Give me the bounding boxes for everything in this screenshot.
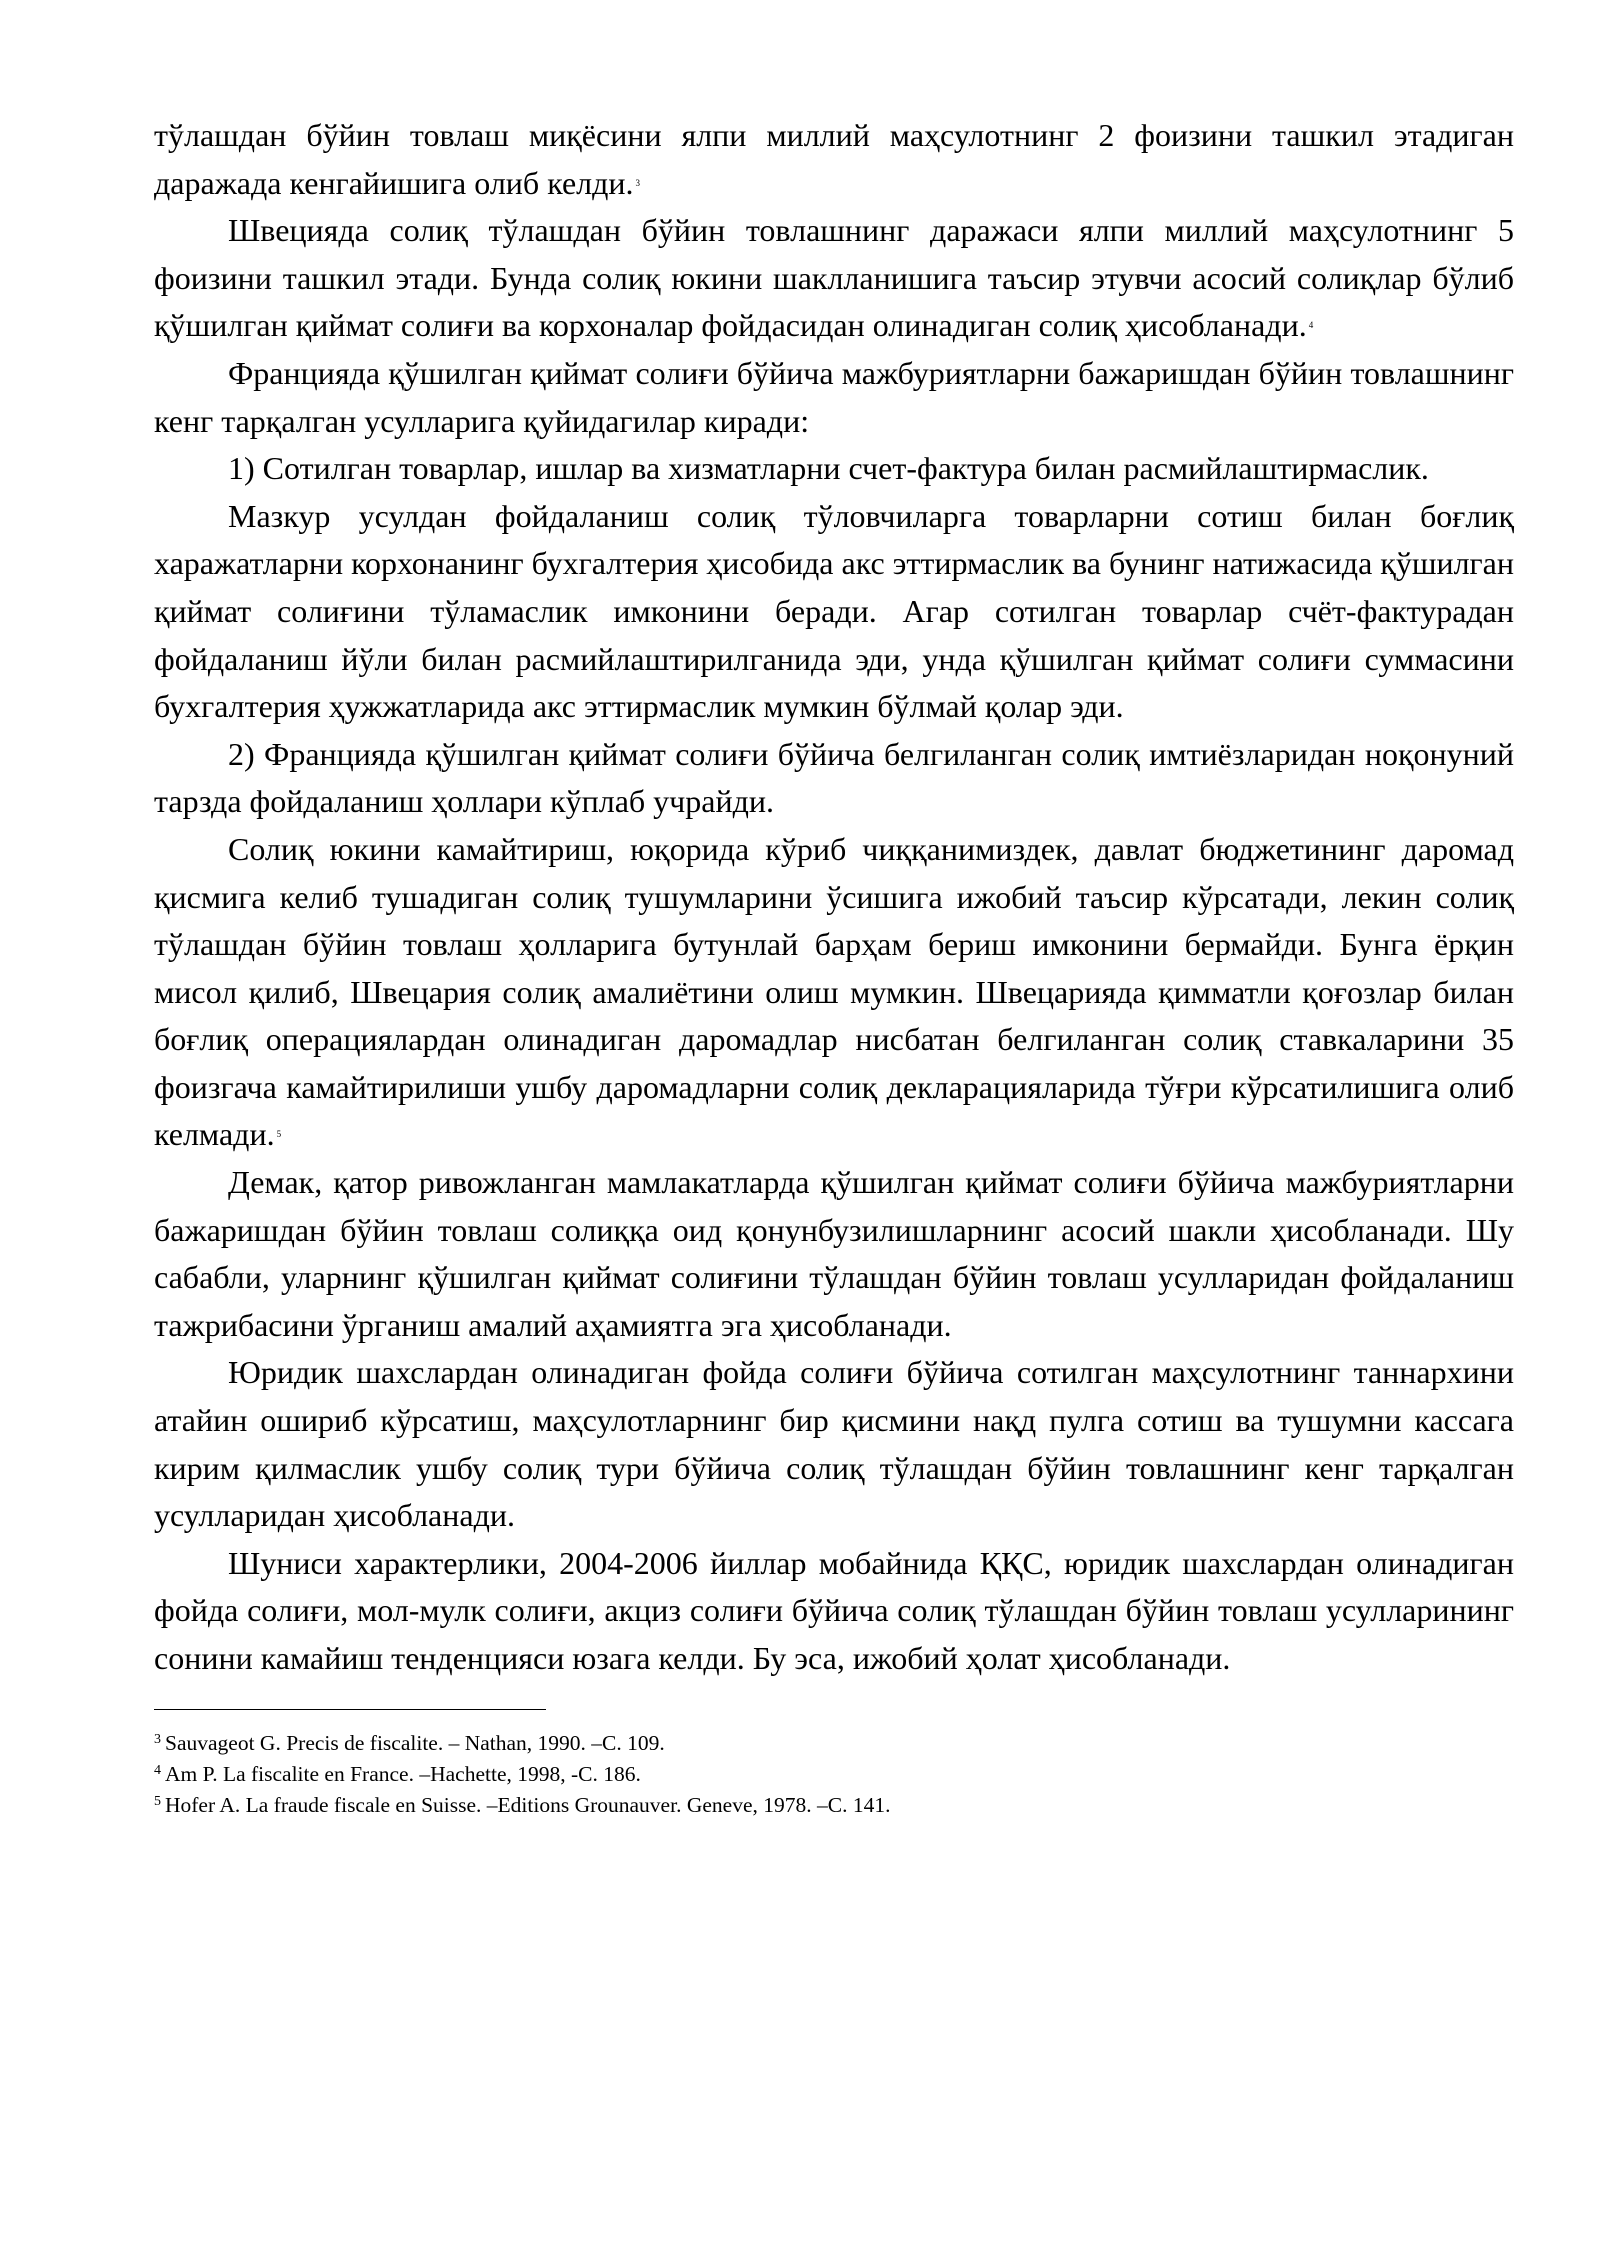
paragraph-4-text: 1) Сотилган товарлар, ишлар ва хизматларни счет-фактура билан расмийлаштирмаслик. (228, 450, 1429, 487)
paragraph-8-text: Демак, қатор ривожланган мамлакатларда қўшилган қиймат солиғи бўйича мажбуриятларни бажаришдан бўйин товлаш солиққа оид қонунбузилишларнинг асосий шакли ҳисобланади. Шу сабабли, уларнинг қўшилган қиймат солиғини тўлашдан бўйин товлаш усулларидан фойдаланиш тажрибасини ўрганиш амалий аҳамиятга эга ҳисобланади. (154, 1164, 1514, 1343)
paragraph-7-text: Солиқ юкини камайтириш, юқорида кўриб чиққанимиздек, давлат бюджетининг даромад қисмига келиб тушадиган солиқ тушумларини ўсишига ижобий таъсир кўрсатади, лекин солиқ тўлашдан бўйин товлаш ҳолларига бутунлай барҳам бериш имконини бермайди. Бунга ёрқин мисол қилиб, Швецария солиқ амалиётини олиш мумкин. Швецарияда қимматли қоғозлар билан боғлиқ операциялардан олинадиган даромадлар нисбатан белгиланган солиқ ставкаларини 35 фоизгача камайтирилиши ушбу даромадларни солиқ декларацияларида тўғри кўрсатилишига олиб келмади. (154, 830, 1514, 1153)
paragraph-6-list-item-2 (154, 731, 1514, 826)
paragraph-6-text: 2) Францияда қўшилган қиймат солиғи бўйича белгиланган солиқ имтиёзларидан ноқонуний тарзда фойдаланиш ҳоллари кўплаб учрайди. (154, 735, 1514, 820)
paragraph-1 (154, 112, 1514, 207)
footnote-ref-3: 3 (635, 177, 641, 188)
footnote-number: 3 (154, 1731, 161, 1747)
paragraph-3-text: Францияда қўшилган қиймат солиғи бўйича мажбуриятларни бажаришдан бўйин товлашнинг кенг тарқалган усулларига қуйидагилар киради: (154, 354, 1514, 439)
paragraph-3 (154, 350, 1514, 445)
footnote-separator (154, 1709, 546, 1710)
body-text (154, 112, 1514, 1683)
paragraph-5-text: Мазкур усулдан фойдаланиш солиқ тўловчиларга товарларни сотиш билан боғлиқ харажатларни корхонанинг бухгалтерия ҳисобида акс эттирмаслик ва бунинг натижасида қўшилган қиймат солиғини тўламаслик имконини беради. Агар сотилган товарлар счёт-фактурадан фойдаланиш йўли билан расмийлаштирилганида эди, унда қўшилган қиймат солиғи суммасини бухгалтерия ҳужжатларида акс эттирмаслик мумкин бўлмай қолар эди. (154, 497, 1514, 725)
paragraph-4-list-item-1 (154, 445, 1514, 493)
paragraph-9-text: Юридик шахслардан олинадиган фойда солиғи бўйича сотилган маҳсулотнинг таннархини атайин ошириб кўрсатиш, маҳсулотларнинг бир қисмини нақд пулга сотиш ва тушумни кассага кирим қилмаслик ушбу солиқ тури бўйича солиқ тўлашдан бўйин товлашнинг кенг тарқалган усулларидан ҳисобланади. (154, 1354, 1514, 1534)
footnote-5 (154, 1790, 1514, 1821)
paragraph-10-text: Шуниси характерлики, 2004-2006 йиллар мобайнида ҚҚС, юридик шахслардан олинадиган фойда солиғи, мол-мулк солиғи, акциз солиғи бўйича солиқ тўлашдан бўйин товлаш усулларининг сонини камайиш тенденцияси юзага келди. Бу эса, ижобий ҳолат ҳисобланади. (154, 1544, 1514, 1676)
footnote-ref-4: 4 (1308, 320, 1314, 331)
paragraph-8 (154, 1159, 1514, 1349)
paragraph-1-text: тўлашдан бўйин товлаш миқёсини ялпи миллий маҳсулотнинг 2 фоизини ташкил этадиган даражада кенгайишига олиб келди. (154, 117, 1514, 201)
footnote-text: Am P. La fiscalite en France. –Hachette, 1998, -C. 186. (165, 1761, 641, 1786)
paragraph-5 (154, 493, 1514, 731)
footnote-text: Sauvageot G. Precis de fiscalite. – Nathan, 1990. –C. 109. (165, 1730, 665, 1755)
footnote-ref-5: 5 (276, 1129, 282, 1140)
footnotes (154, 1728, 1514, 1821)
footnote-text: Hofer A. La fraude fiscale en Suisse. –Editions Grounauver. Geneve, 1978. –C. 141. (165, 1792, 891, 1817)
paragraph-10 (154, 1540, 1514, 1683)
paragraph-7 (154, 826, 1514, 1159)
footnote-number: 4 (154, 1762, 161, 1778)
paragraph-9 (154, 1349, 1514, 1539)
footnote-4 (154, 1759, 1514, 1790)
paragraph-2-text: Швецияда солиқ тўлашдан бўйин товлашнинг даражаси ялпи миллий маҳсулотнинг 5 фоизини ташкил этади. Бунда солиқ юкини шаклланишига таъсир этувчи асосий солиқлар бўлиб қўшилган қиймат солиғи ва корхоналар фойдасидан олинадиган солиқ ҳисобланади. (154, 212, 1514, 344)
footnote-number: 5 (154, 1793, 161, 1809)
paragraph-2 (154, 207, 1514, 350)
footnote-3 (154, 1728, 1514, 1759)
document-page (154, 112, 1514, 1821)
